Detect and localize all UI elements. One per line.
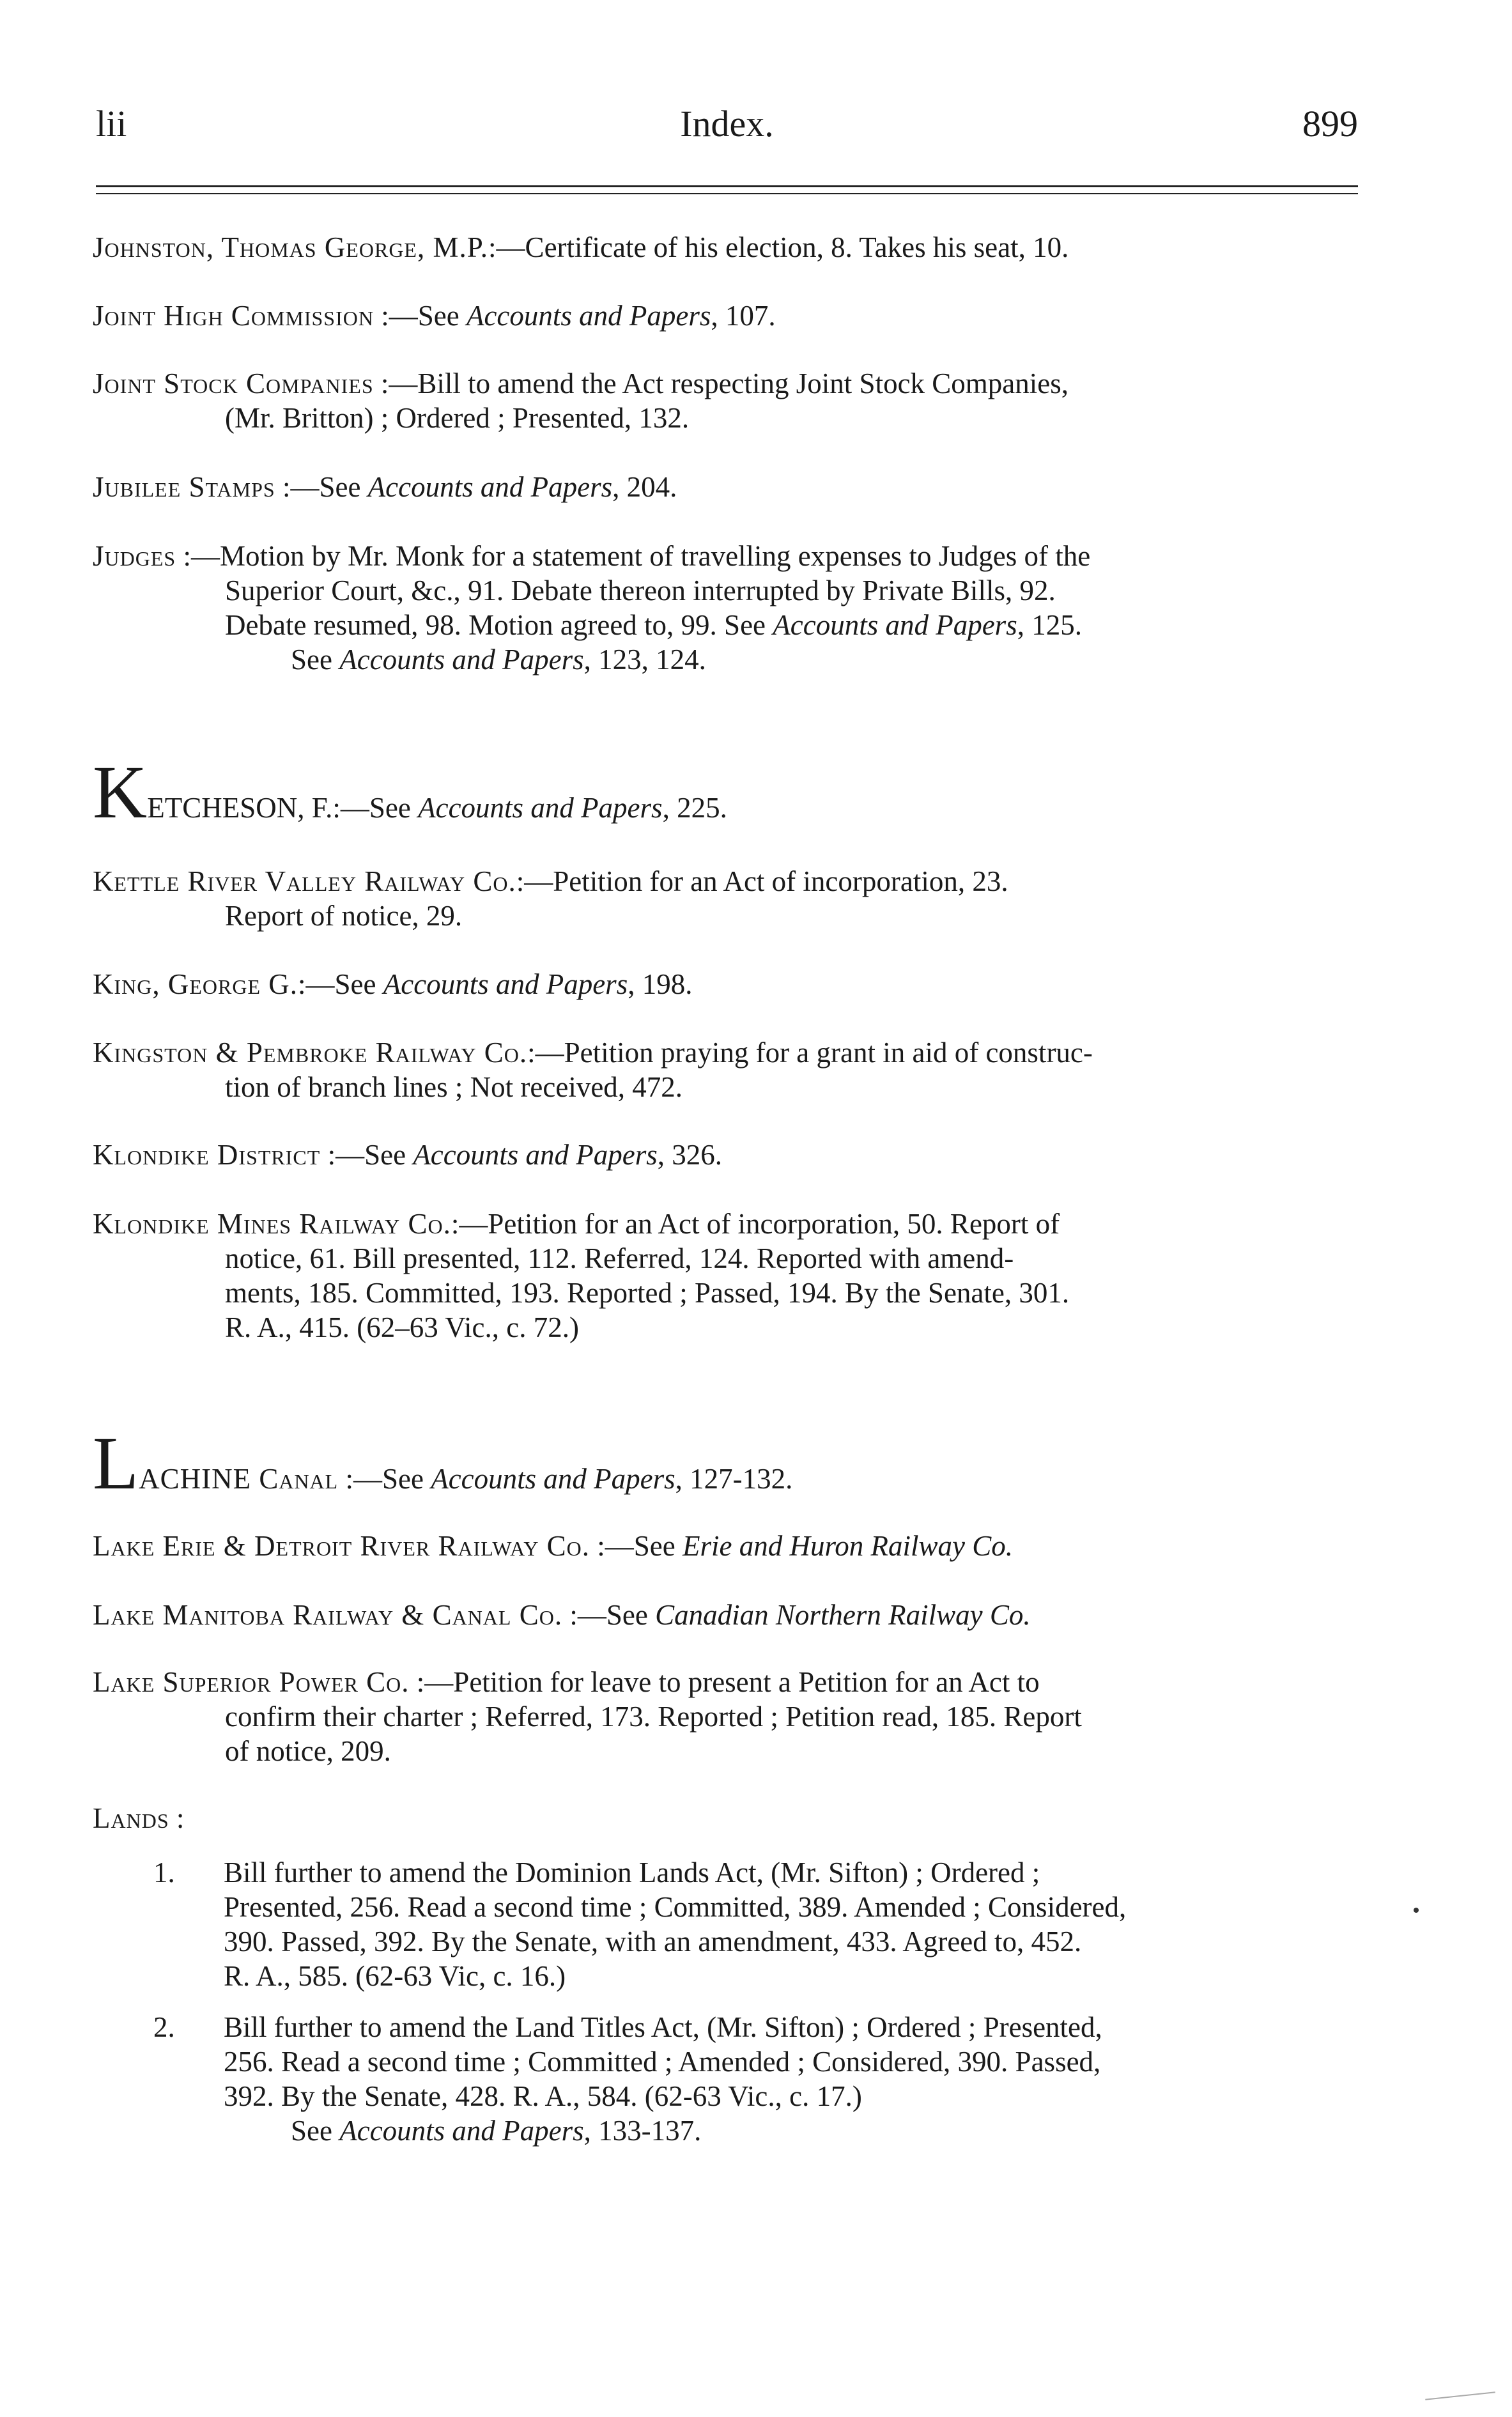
index-entry-klondike-district	[93, 1138, 1361, 1172]
entry-text: :—Petition for an Act of incorporation, 23.	[516, 865, 1008, 897]
entry-heading: ETCHESON, F.	[147, 792, 333, 824]
entry-continuation: Superior Court, &c., 91. Debate thereon interrupted by Private Bills, 92.	[225, 575, 1056, 606]
entry-text: :—Petition praying for a grant in aid of construc-	[527, 1037, 1093, 1069]
entry-text: , 125.	[1017, 609, 1082, 641]
entry-see-also	[93, 2113, 1361, 2148]
page-header	[96, 96, 1358, 153]
index-entry-judges	[93, 539, 1361, 677]
cross-reference: Accounts and Papers	[431, 1463, 675, 1495]
entry-text: :	[169, 1802, 185, 1834]
cross-reference: Accounts and Papers	[418, 792, 663, 824]
index-entry-johnston	[93, 230, 1361, 265]
subentry-line: 256. Read a second time ; Committed ; Amended ; Considered, 390. Passed,	[224, 2046, 1101, 2078]
cross-reference: Accounts and Papers	[413, 1139, 658, 1171]
entry-text: , 133-137.	[583, 2115, 702, 2147]
entry-heading: Kettle River Valley Railway Co.	[93, 865, 516, 897]
entry-continuation: R. A., 415. (62–63 Vic., c. 72.)	[225, 1311, 579, 1343]
entry-heading: Jubilee Stamps	[93, 471, 275, 503]
entry-text: :—See	[373, 300, 467, 332]
entry-text: :—Certificate of his election, 8. Takes his seat, 10.	[488, 231, 1069, 263]
entry-continuation	[93, 608, 1361, 642]
entry-heading: Lands	[93, 1802, 169, 1834]
cross-reference: Accounts and Papers	[339, 644, 584, 676]
header-roman-numeral: lii	[96, 103, 127, 144]
entry-text: , 326.	[657, 1139, 722, 1171]
index-entry-ketcheson	[93, 750, 1361, 834]
entry-see-also	[93, 642, 1361, 677]
subentry-line: 392. By the Senate, 428. R. A., 584. (62-63 Vic., c. 17.)	[224, 2080, 862, 2112]
index-entry-lake-erie-railway	[93, 1529, 1361, 1563]
entry-text: , 198.	[628, 968, 693, 1000]
cross-reference: Canadian Northern Railway Co.	[655, 1599, 1031, 1631]
page-number: 899	[1302, 103, 1358, 144]
entry-text: , 204.	[612, 471, 677, 503]
subentry-number: 2.	[153, 2011, 175, 2043]
header-rule-thin	[96, 193, 1358, 194]
page-title: Index.	[680, 103, 774, 144]
entry-heading: Johnston, Thomas George, M.P.	[93, 231, 489, 263]
subentry-line: R. A., 585. (62-63 Vic, c. 16.)	[224, 1960, 566, 1992]
entry-heading: Joint High Commission	[93, 300, 374, 332]
entry-text: :—Petition for leave to present a Petition for an Act to	[409, 1666, 1040, 1698]
cross-reference: Accounts and Papers	[773, 609, 1017, 641]
cross-reference: Accounts and Papers	[339, 2115, 584, 2147]
entry-text: :—See	[332, 792, 419, 824]
entry-heading: Klondike District	[93, 1139, 321, 1171]
index-entry-lake-superior-power	[93, 1665, 1361, 1768]
index-entry-lachine-canal	[93, 1421, 1361, 1505]
cross-reference: Erie and Huron Railway Co.	[682, 1530, 1014, 1562]
entry-text: , 127-132.	[675, 1463, 793, 1495]
index-entry-lands	[93, 1801, 1361, 1835]
entry-heading: King, George G.	[93, 968, 298, 1000]
section-initial-l: L	[93, 1421, 139, 1505]
entry-text: :—See	[338, 1463, 431, 1495]
entry-text: Debate resumed, 98. Motion agreed to, 99. See	[225, 609, 773, 641]
index-entry-kettle-river-railway	[93, 864, 1361, 933]
lands-subentry-2	[93, 2010, 1361, 2148]
entry-continuation: (Mr. Britton) ; Ordered ; Presented, 132.	[225, 402, 690, 434]
entry-text: :—Motion by Mr. Monk for a statement of travelling expenses to Judges of the	[176, 540, 1091, 572]
entry-heading: ACHINE Canal	[139, 1463, 339, 1495]
entry-continuation: of notice, 209.	[225, 1735, 391, 1767]
entry-text: , 225.	[662, 792, 727, 824]
entry-heading: Judges	[93, 540, 176, 572]
entry-text: :—See	[320, 1139, 413, 1171]
entry-text: , 123, 124.	[583, 644, 706, 676]
entry-heading: Lake Erie & Detroit River Railway Co.	[93, 1530, 590, 1562]
index-entry-joint-stock-companies	[93, 366, 1361, 435]
entry-text: :—Bill to amend the Act respecting Joint Stock Companies,	[373, 367, 1069, 399]
entry-text: :—Petition for an Act of incorporation, 50. Report of	[451, 1208, 1060, 1240]
entry-text: :—See	[562, 1599, 656, 1631]
index-entry-kingston-pembroke-railway	[93, 1035, 1361, 1104]
entry-heading: Lake Manitoba Railway & Canal Co.	[93, 1599, 563, 1631]
entry-heading: Lake Superior Power Co.	[93, 1666, 410, 1698]
entry-text: :—See	[589, 1530, 683, 1562]
entry-continuation: Report of notice, 29.	[225, 900, 463, 932]
index-entry-lake-manitoba-railway	[93, 1598, 1361, 1632]
section-initial-k: K	[93, 750, 148, 834]
lands-subentry-1	[93, 1855, 1361, 1993]
index-entry-jubilee-stamps	[93, 470, 1361, 504]
entry-continuation: notice, 61. Bill presented, 112. Referred, 124. Reported with amend-	[225, 1242, 1014, 1274]
subentry-line: Presented, 256. Read a second time ; Committed, 389. Amended ; Considered,	[224, 1891, 1127, 1923]
index-entry-king	[93, 967, 1361, 1001]
entry-heading: Kingston & Pembroke Railway Co.	[93, 1037, 528, 1069]
entry-heading: Klondike Mines Railway Co.	[93, 1208, 451, 1240]
entry-continuation: ments, 185. Committed, 193. Reported ; Passed, 194. By the Senate, 301.	[225, 1277, 1070, 1309]
paper-mark	[1425, 2391, 1495, 2400]
cross-reference: Accounts and Papers	[383, 968, 628, 1000]
entry-text: See	[291, 644, 340, 676]
entry-continuation: confirm their charter ; Referred, 173. Reported ; Petition read, 185. Report	[225, 1701, 1082, 1733]
header-rule-thick	[96, 185, 1358, 187]
subentry-number: 1.	[153, 1857, 175, 1888]
subentry-line: Bill further to amend the Land Titles Act, (Mr. Sifton) ; Ordered ; Presented,	[224, 2011, 1102, 2043]
index-entry-klondike-mines-railway	[93, 1207, 1361, 1345]
cross-reference: Accounts and Papers	[367, 471, 613, 503]
entry-heading: Joint Stock Companies	[93, 367, 374, 399]
entry-continuation: tion of branch lines ; Not received, 472.	[225, 1071, 683, 1103]
subentry-line: Bill further to amend the Dominion Lands Act, (Mr. Sifton) ; Ordered ;	[224, 1857, 1040, 1888]
entry-text: , 107.	[711, 300, 776, 332]
index-entry-joint-high-commission	[93, 298, 1361, 333]
subentry-line: 390. Passed, 392. By the Senate, with an amendment, 433. Agreed to, 452.	[224, 1926, 1082, 1958]
ink-speck	[1414, 1908, 1419, 1913]
entry-text: :—See	[298, 968, 383, 1000]
entry-text: :—See	[275, 471, 368, 503]
cross-reference: Accounts and Papers	[466, 300, 711, 332]
entry-text: See	[291, 2115, 340, 2147]
